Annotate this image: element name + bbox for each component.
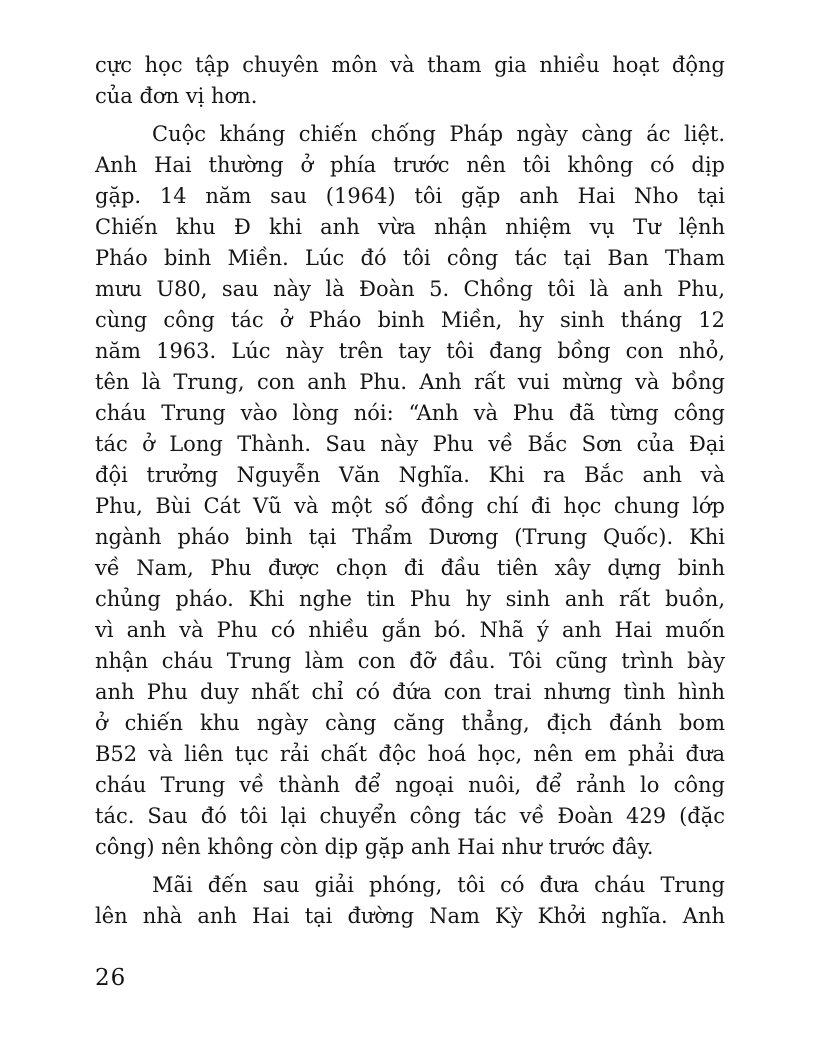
- text-line: mưu U80, sau này là Đoàn 5. Chồng tôi là anh Phu,: [95, 277, 725, 301]
- text-line: tác ở Long Thành. Sau này Phu về Bắc Sơn của Đại: [95, 432, 725, 456]
- page-number: 26: [95, 965, 127, 991]
- text-line: Phu, Bùi Cát Vũ và một số đồng chí đi học chung lớp: [95, 494, 725, 518]
- text-line: ở chiến khu ngày càng căng thẳng, địch đánh bom: [95, 711, 725, 735]
- text-line: anh Phu duy nhất chỉ có đứa con trai nhưng tình hình: [95, 680, 725, 704]
- text-line: lên nhà anh Hai tại đường Nam Kỳ Khởi nghĩa. Anh: [95, 904, 725, 928]
- text-line: Cuộc kháng chiến chống Pháp ngày càng ác liệt.: [152, 122, 725, 146]
- text-line: chủng pháo. Khi nghe tin Phu hy sinh anh rất buồn,: [95, 587, 725, 611]
- text-line: Chiến khu Đ khi anh vừa nhận nhiệm vụ Tư lệnh: [95, 215, 725, 239]
- text-line: ngành pháo binh tại Thẩm Dương (Trung Quốc). Khi: [95, 525, 725, 549]
- text-line: Mãi đến sau giải phóng, tôi có đưa cháu Trung: [152, 873, 725, 897]
- text-line: cực học tập chuyên môn và tham gia nhiều hoạt động: [95, 53, 725, 77]
- text-line: của đơn vị hơn.: [95, 84, 258, 108]
- text-line: cháu Trung vào lòng nói: “Anh và Phu đã từng công: [95, 401, 725, 425]
- text-line: cháu Trung về thành để ngoại nuôi, để rảnh lo công: [95, 773, 725, 797]
- text-line: nhận cháu Trung làm con đỡ đầu. Tôi cũng trình bày: [95, 649, 725, 673]
- paragraph: [95, 119, 725, 863]
- text-line: gặp. 14 năm sau (1964) tôi gặp anh Hai Nho tại: [95, 184, 725, 208]
- paragraph: [95, 50, 725, 112]
- text-line: tác. Sau đó tôi lại chuyển công tác về Đoàn 429 (đặc: [95, 804, 725, 828]
- text-line: cùng công tác ở Pháo binh Miền, hy sinh tháng 12: [95, 308, 725, 332]
- body-text: [95, 50, 725, 932]
- text-line: Pháo binh Miền. Lúc đó tôi công tác tại Ban Tham: [95, 246, 725, 270]
- text-line: công) nên không còn dịp gặp anh Hai như trước đây.: [95, 835, 654, 859]
- text-line: tên là Trung, con anh Phu. Anh rất vui mừng và bồng: [95, 370, 725, 394]
- text-line: vì anh và Phu có nhiều gắn bó. Nhã ý anh Hai muốn: [95, 618, 725, 642]
- text-line: về Nam, Phu được chọn đi đầu tiên xây dựng binh: [95, 556, 725, 580]
- text-line: Anh Hai thường ở phía trước nên tôi không có dịp: [95, 153, 725, 177]
- text-line: đội trưởng Nguyễn Văn Nghĩa. Khi ra Bắc anh và: [95, 463, 725, 487]
- text-line: B52 và liên tục rải chất độc hoá học, nên em phải đưa: [95, 742, 725, 766]
- text-line: năm 1963. Lúc này trên tay tôi đang bồng con nhỏ,: [95, 339, 725, 363]
- paragraph: [95, 870, 725, 932]
